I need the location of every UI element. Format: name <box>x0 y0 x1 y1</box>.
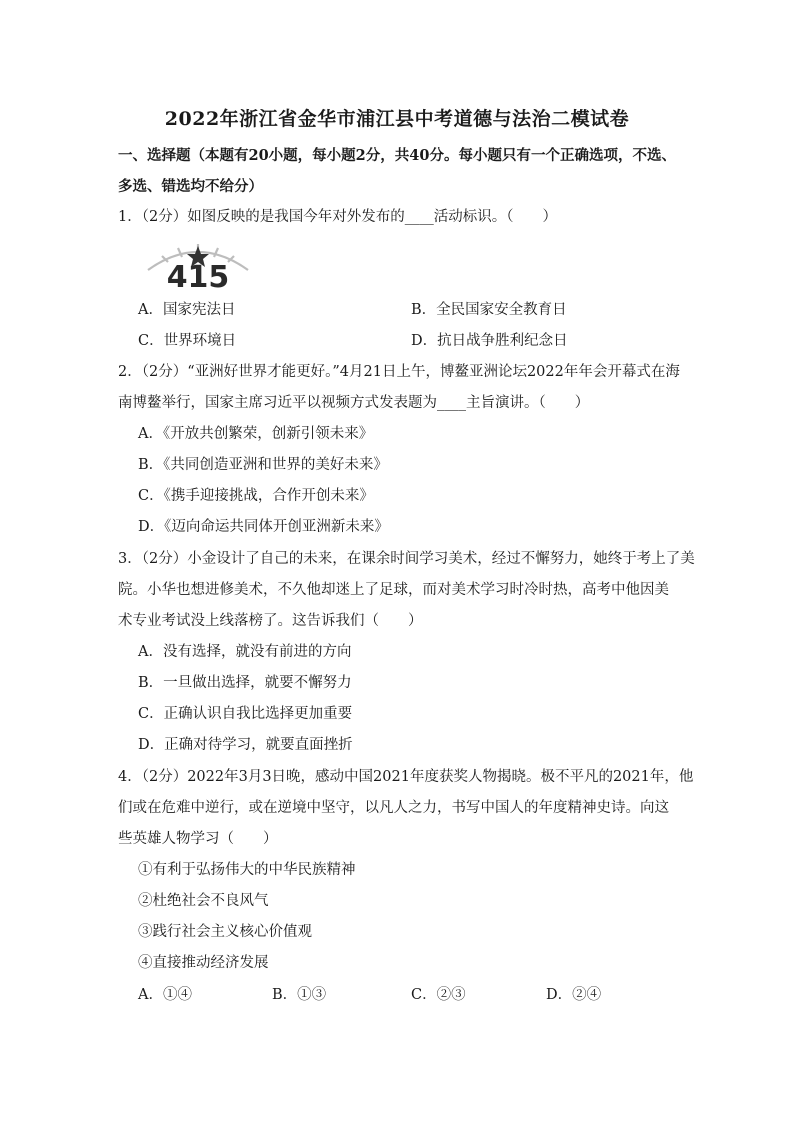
q4-statement-1: ①有利于弘扬伟大的中华民族精神 <box>138 862 356 878</box>
q3-option-d: D．正确对待学习，就要直面挫折 <box>138 737 353 753</box>
q4-statement-2: ②杜绝社会不良风气 <box>138 893 269 909</box>
q4-option-c: C．②③ <box>411 987 466 1003</box>
q4-statement-4: ④直接推动经济发展 <box>138 955 269 971</box>
q2-option-b: B．《共同创造亚洲和世界的美好未来》 <box>138 457 388 473</box>
q4-option-b: B．①③ <box>272 987 327 1003</box>
logo-415-image <box>140 240 256 292</box>
q3-option-a: A．没有选择，就没有前进的方向 <box>138 644 352 660</box>
logo-text: 415 <box>166 260 230 292</box>
q4-stem-line2: 们或在危难中逆行，或在逆境中坚守，以凡人之力，书写中国人的年度精神史诗。向这 <box>118 800 669 816</box>
q3-stem-line1: 3．（2分）小金设计了自己的未来，在课余时间学习美术，经过不懈努力，她终于考上了美 <box>118 551 695 567</box>
q1-stem: 1．（2分）如图反映的是我国今年对外发布的____活动标识。（ ） <box>118 209 557 225</box>
q2-stem-line1: 2．（2分）“亚洲好世界才能更好。”4月21日上午，博鳌亚洲论坛2022年年会开幕式在海 <box>118 364 680 380</box>
q2-option-a: A．《开放共创繁荣，创新引领未来》 <box>138 426 374 442</box>
q3-option-c: C．正确认识自我比选择更加重要 <box>138 706 353 722</box>
section-heading-line1: 一、选择题（本题有20小题，每小题2分，共40分。每小题只有一个正确选项，不选、 <box>118 147 676 164</box>
q3-stem-line2: 院。小华也想进修美术，不久他却迷上了足球，而对美术学习时冷时热，高考中他因美 <box>118 582 669 598</box>
q1-option-d: D．抗日战争胜利纪念日 <box>411 333 568 349</box>
q2-stem-line2: 南博鳌举行，国家主席习近平以视频方式发表题为____主旨演讲。（ ） <box>118 395 590 411</box>
q1-option-a: A．国家宪法日 <box>138 302 236 318</box>
q4-option-d: D．②④ <box>546 987 602 1003</box>
q1-option-b: B．全民国家安全教育日 <box>411 302 567 318</box>
section-heading-line2: 多选、错选均不给分） <box>118 178 263 195</box>
page-title: 2022年浙江省金华市浦江县中考道德与法治二模试卷 <box>164 108 630 130</box>
q2-option-c: C．《携手迎接挑战，合作开创未来》 <box>138 488 374 504</box>
q3-option-b: B．一旦做出选择，就要不懈努力 <box>138 675 352 691</box>
q4-stem-line1: 4．（2分）2022年3月3日晚，感动中国2021年度获奖人物揭晓。极不平凡的2021年，他 <box>118 769 694 785</box>
q4-stem-line3: 些英雄人物学习（ ） <box>118 831 278 847</box>
q2-option-d: D．《迈向命运共同体开创亚洲新未来》 <box>138 519 389 535</box>
q4-option-a: A．①④ <box>138 987 192 1003</box>
q4-statement-3: ③践行社会主义核心价值观 <box>138 924 312 940</box>
q1-option-c: C．世界环境日 <box>138 333 237 349</box>
q3-stem-line3: 术专业考试没上线落榜了。这告诉我们（ ） <box>118 613 423 629</box>
